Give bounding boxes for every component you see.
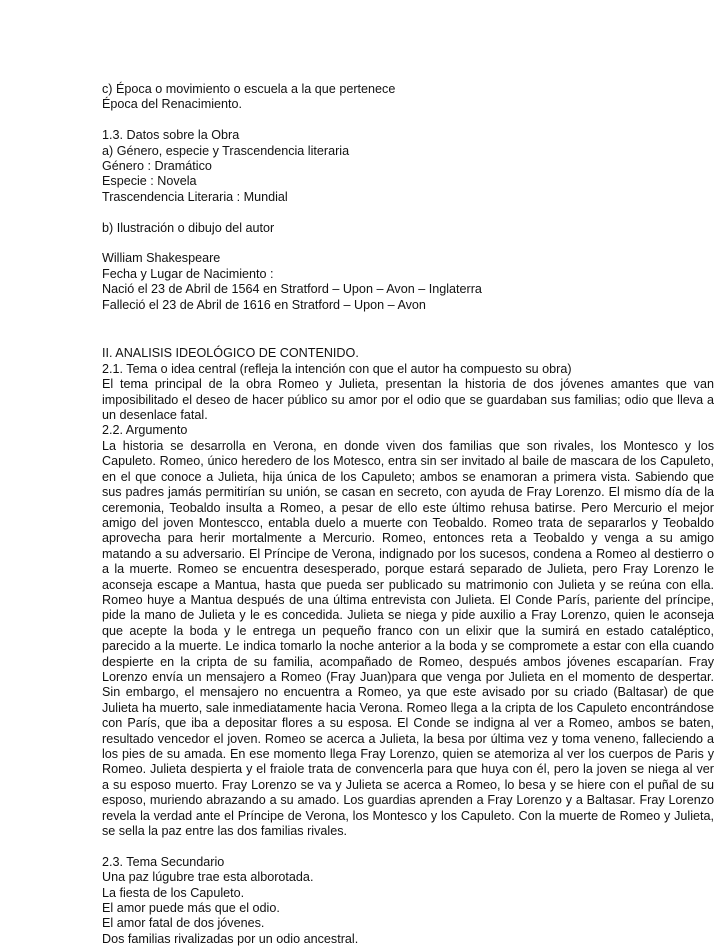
section-autor — [102, 251, 714, 313]
section-epoca — [102, 82, 714, 113]
list-item: El amor fatal de dos jóvenes. — [102, 916, 265, 931]
birth-label: Fecha y Lugar de Nacimiento : — [102, 266, 274, 281]
death-value: Falleció el 23 de Abril de 1616 en Stratford – Upon – Avon — [102, 297, 426, 312]
tema-central-text: El tema principal de la obra Romeo y Julieta, presentan la historia de dos jóvenes amantes que van imposibilitado el deseo de hacer público su amor por el odio que se guardaban sus familias; odio que lleva a un desenlace fatal. — [102, 377, 714, 423]
tema-secundario-heading: 2.3. Tema Secundario — [102, 854, 225, 869]
ilustracion-heading: b) Ilustración o dibujo del autor — [102, 220, 275, 235]
genero-value: Género : Dramático — [102, 159, 212, 174]
list-item: El amor puede más que el odio. — [102, 901, 280, 916]
genero-especie-heading: a) Género, especie y Trascendencia literaria — [102, 143, 350, 158]
tema-central-heading: 2.1. Tema o idea central (refleja la intención con que el autor ha compuesto su obra) — [102, 361, 572, 376]
epoca-value: Época del Renacimiento. — [102, 97, 243, 112]
epoca-heading: c) Época o movimiento o escuela a la que pertenece — [102, 82, 396, 96]
analisis-heading: II. ANALISIS IDEOLÓGICO DE CONTENIDO. — [102, 346, 359, 361]
trascendencia-value: Trascendencia Literaria : Mundial — [102, 189, 288, 204]
document-page — [102, 82, 714, 947]
list-item: Una paz lúgubre trae esta alborotada. — [102, 870, 314, 885]
section-ilustracion — [102, 221, 714, 236]
list-item: La fiesta de los Capuleto. — [102, 885, 245, 900]
especie-value: Especie : Novela — [102, 174, 197, 189]
datos-obra-heading: 1.3. Datos sobre la Obra — [102, 128, 240, 143]
section-tema-secundario — [102, 855, 714, 947]
author-name: William Shakespeare — [102, 251, 221, 266]
section-analisis — [102, 346, 714, 839]
birth-value: Nació el 23 de Abril de 1564 en Stratford – Upon – Avon – Inglaterra — [102, 282, 482, 297]
argumento-heading: 2.2. Argumento — [102, 423, 188, 438]
list-item: Dos familias rivalizadas por un odio ancestral. — [102, 931, 359, 946]
section-datos-obra — [102, 128, 714, 205]
argumento-text: La historia se desarrolla en Verona, en donde viven dos familias que son rivales, los Montesco y los Capuleto. Romeo, único heredero de los Motesco, entra sin ser invitado al baile de mascara de los Capuleto, en el que conoce a Julieta, hija única de los Capuleto; ambos se enamoran a primera vista. Sabiendo que sus padres jamás permitirían su unión, se casan en secreto, con ayuda de Fray Lorenzo. El mismo día de la ceremonia, Teobaldo insulta a Romeo, a pesar de ello este último rehusa batirse. Pero Mercurio el mejor amigo del joven Montescco, entabla duelo a muerte con Teobaldo. Romeo trata de separarlos y Teobaldo aprovecha para herir mortalmente a Mercurio. Romeo, entonces reta a Teobaldo y venga a su amigo matando a su adversario. El Príncipe de Verona, indignado por los sucesos, condena a Romeo al destierro o a la muerte. Romeo se encuentra desesperado, porque estará separado de Julieta, pero Fray Lorenzo le aconseja escape a Mantua, hasta que pueda ser publicado su matrimonio con Julieta y se reúna con ella. Romeo huye a Mantua después de una última entrevista con Julieta. El Conde París, pariente del príncipe, pide la mano de Julieta y le es concedida. Julieta se niega y pide auxilio a Fray Lorenzo, quien le aconseja que acepte la boda y le entrega un pequeño franco con un elixir que la sumirá en estado cataléptico, parecido a la muerte. Le indica tomarlo la noche anterior a la boda y se compromete a estar con ella cuando despierte en la cripta de su familia, acompañado de Romeo, después ambos jóvenes escaparían. Fray Lorenzo envía un mensajero a Romeo (Fray Juan)para que venga por Julieta en el momento de despertar. Sin embargo, el mensajero no encuentra a Romeo, ya que este avisado por su criado (Baltasar) de que Julieta ha muerto, sale inmediatamente hacia Verona. Romeo llega a la cripta de los Capuleto encontrándose con París, que iba a depositar flores a su esposa. El Conde se indigna al ver a Romeo, ambos se baten, resultado vencedor el joven. Romeo se acerca a Julieta, la besa por última vez y toma veneno, falleciendo a los pies de su amada. En ese momento llega Fray Lorenzo, quien se atemoriza al ver los cuerpos de Paris y Romeo. Julieta despierta y el fraiole trata de convencerla para que huya con él, pero la joven se niega al ver a su esposo muerto. Fray Lorenzo se va y Julieta se acerca a Romeo, lo besa y se hiere con el puñal de su esposo, muriendo abrazando a su amado. Los guardias aprenden a Fray Lorenzo y a Baltasar. Fray Lorenzo revela la verdad ante el Príncipe de Verona, los Montesco y los Capuleto. Con la muerte de Romeo y Julieta, se sella la paz entre las dos familias rivales. — [102, 438, 714, 839]
